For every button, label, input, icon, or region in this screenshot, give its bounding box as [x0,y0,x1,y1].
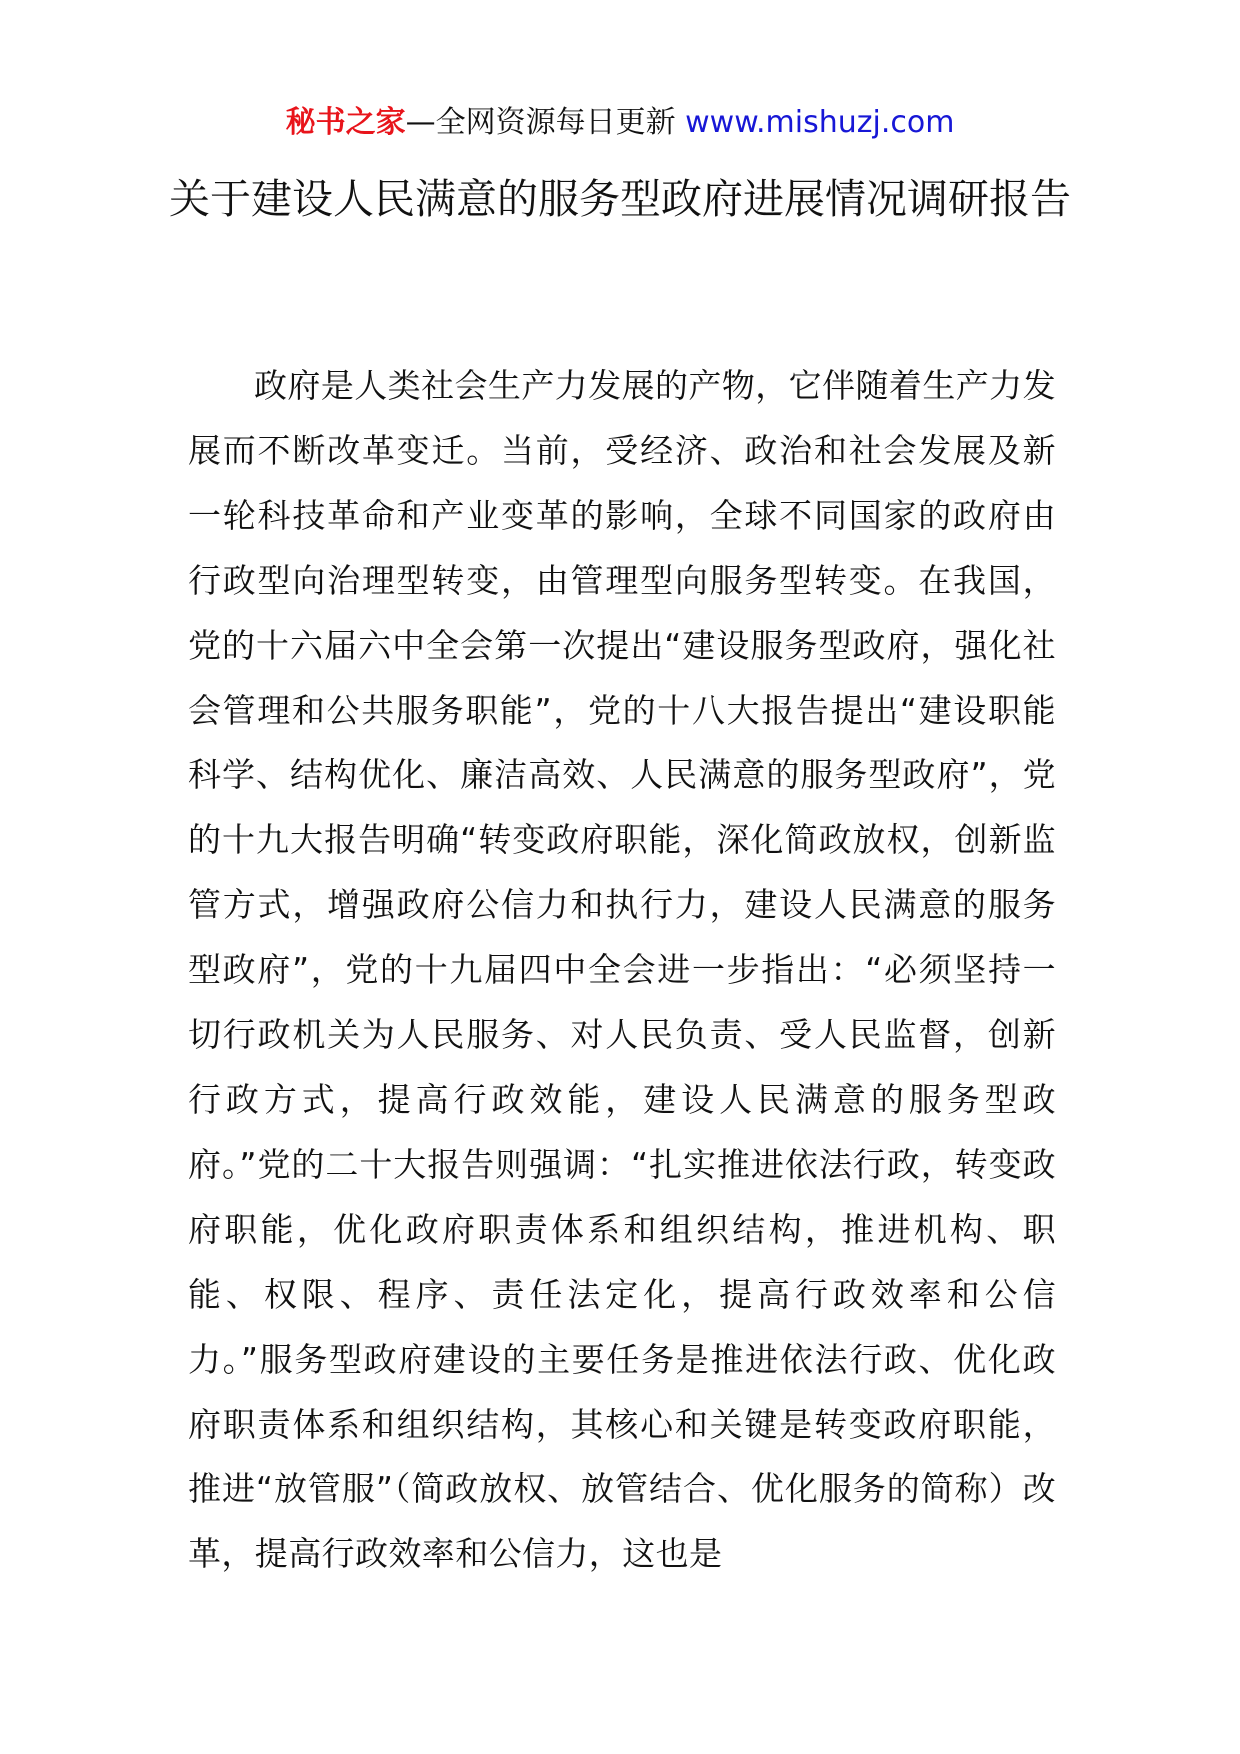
site-url-link[interactable]: www.mishuzj.com [685,105,955,140]
site-tagline: —全网资源每日更新 [405,105,686,140]
site-brand: 秘书之家 [285,105,406,140]
document-paragraph: 政府是人类社会生产力发展的产物，它伴随着生产力发展而不断改革变迁。当前，受经济、政治和社会发展及新一轮科技革命和产业变革的影响，全球不同国家的政府由行政型向治理型转变，由管理型向服务型转变。在我国，党的十六届六中全会第一次提出“建设服务型政府，强化社会管理和公共服务职能”，党的十八大报告提出“建设职能科学、结构优化、廉洁高效、人民满意的服务型政府”，党的十九大报告明确“转变政府职能，深化简政放权，创新监管方式，增强政府公信力和执行力，建设人民满意的服务型政府”，党的十九届四中全会进一步指出：“必须坚持一切行政机关为人民服务、对人民负责、受人民监督，创新行政方式，提高行政效能，建设人民满意的服务型政府。”党的二十大报告则强调：“扎实推进依法行政，转变政府职能，优化政府职责体系和组织结构，推进机构、职能、权限、程序、责任法定化，提高行政效率和公信力。”服务型政府建设的主要任务是推进依法行政、优化政府职责体系和组织结构，其核心和关键是转变政府职能，推进“放管服”（简政放权、放管结合、优化服务的简称）改革，提高行政效率和公信力，这也是 [188,366,1056,1574]
document-title: 关于建设人民满意的服务型政府进展情况调研报告 [169,175,1071,223]
site-header [0,103,1240,143]
